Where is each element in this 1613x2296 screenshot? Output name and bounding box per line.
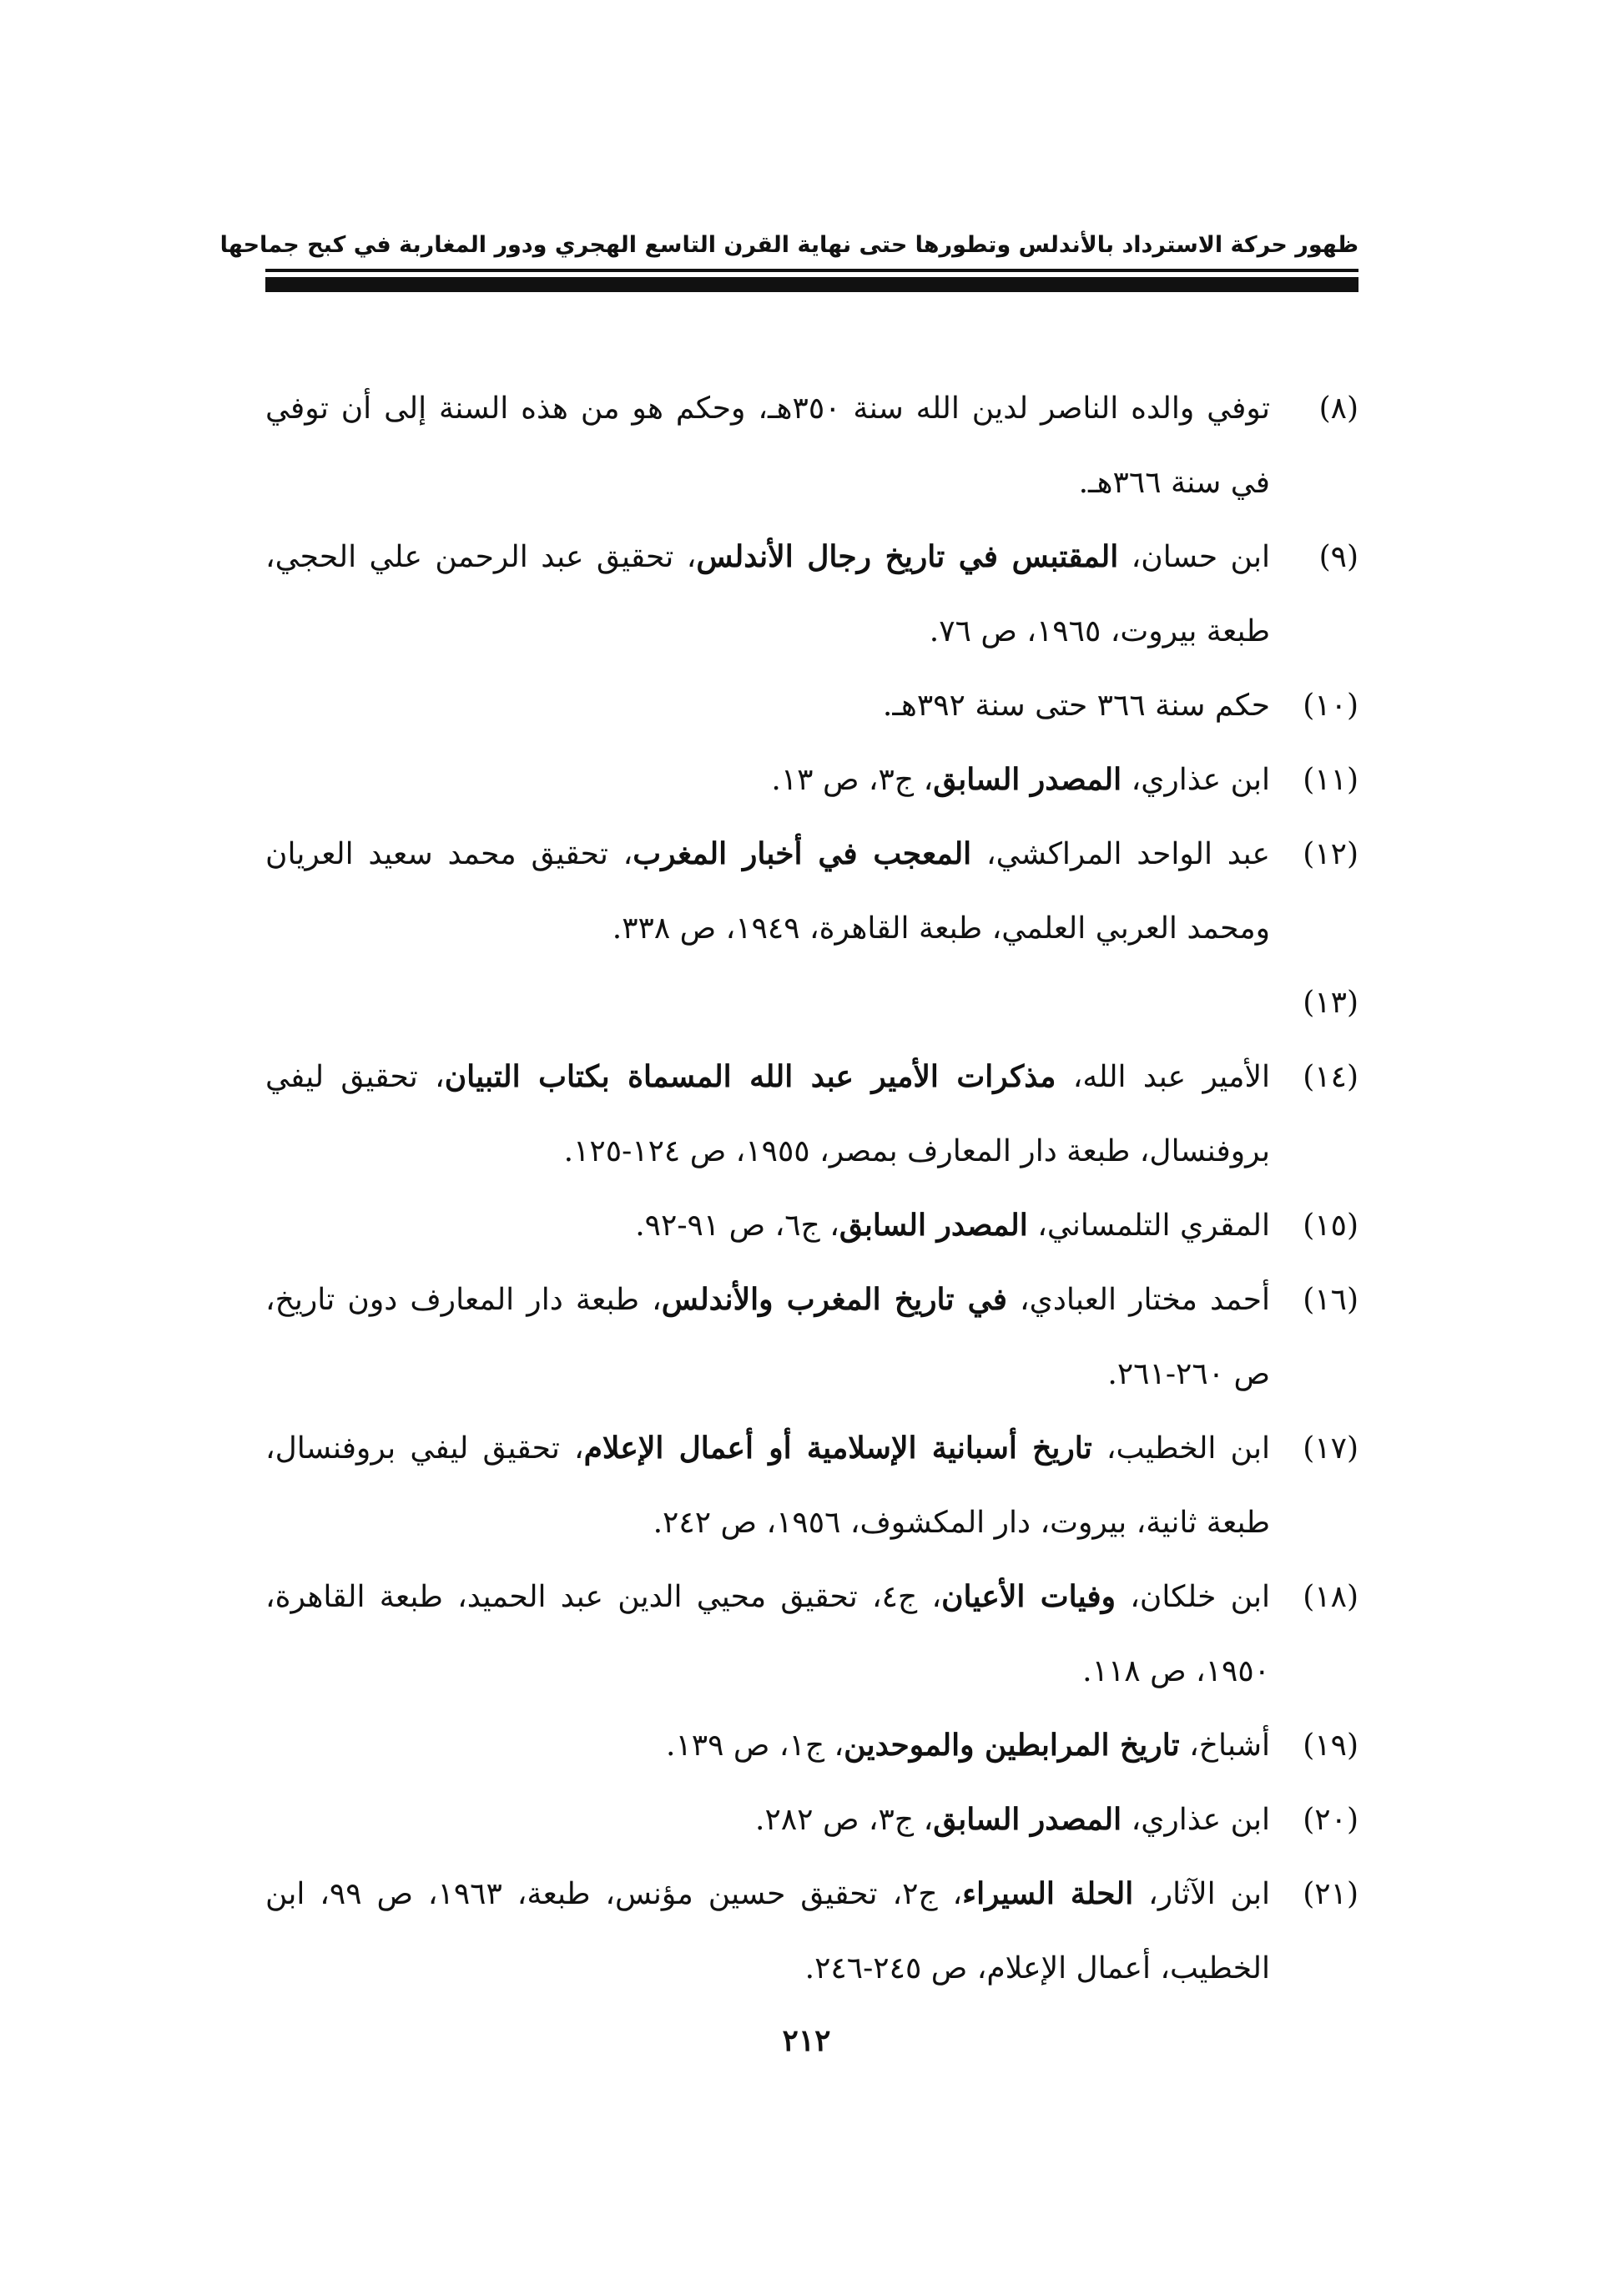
footnote-number: (١٩) [1303,1728,1358,1763]
footnote-book-title: المعجب في أخبار المغرب [633,836,972,871]
footnote-number: (١٣) [1303,986,1358,1020]
footnote-text: ابن حسان، [1118,540,1270,574]
footnote-18 [265,1560,1358,1708]
footnote-15 [265,1188,1358,1263]
footnote-11 [265,743,1358,817]
footnote-number: (٢٠) [1303,1803,1358,1837]
footnote-book-title: المقتبس في تاريخ رجال الأندلس [696,539,1119,574]
footnote-number: (١٢) [1303,837,1358,871]
header-rule-thick [265,277,1358,292]
footnote-text: ابن عذاري، [1122,763,1270,797]
footnote-book-title: المصدر السابق [839,1208,1028,1243]
footnote-number: (١٤) [1303,1060,1358,1094]
footnote-number: (١٦) [1303,1283,1358,1317]
footnote-text: عبد الواحد المراكشي، [971,837,1270,871]
footnotes-list [265,371,1358,2006]
footnote-text: ، ج٢، تحقيق حسين مؤنس، طبعة، ١٩٦٣، ص ٩٩، ابن الخطيب، أعمال الإعلام، ص ٢٤٥-٢٤٦. [265,1877,1270,1986]
footnote-number: (٢١) [1303,1877,1358,1911]
footnote-17 [265,1411,1358,1560]
footnote-number: (٨) [1318,391,1358,426]
footnote-text: ابن الآثار، [1133,1877,1270,1911]
footnote-book-title: الحلة السيراء [962,1876,1134,1911]
footnote-text: ، ج٤، تحقيق محيي الدين عبد الحميد، طبعة القاهرة، ١٩٥٠، ص ١١٨. [265,1580,1270,1688]
footnote-text: ، تحقيق عبد الرحمن علي الحجي، طبعة بيروت، ١٩٦٥، ص ٧٦. [265,540,1270,648]
footnote-13 [265,966,1358,1040]
footnote-book-title: تاريخ المرابطين والموحدين [844,1728,1180,1763]
footnote-book-title: وفيات الأعيان [941,1579,1116,1614]
footnote-text: ، ج٣، ص ٢٨٢. [755,1803,934,1837]
footnote-text: ، تحقيق محمد سعيد العريان ومحمد العربي العلمي، طبعة القاهرة، ١٩٤٩، ص ٣٣٨. [265,837,1270,946]
footnote-text: أشباخ، [1179,1728,1270,1763]
footnote-text: المقري التلمساني، [1027,1209,1270,1243]
footnote-8 [265,371,1358,520]
footnote-number: (١٠) [1303,689,1358,723]
footnote-text: ابن خلكان، [1116,1580,1271,1614]
footnote-number: (١٧) [1303,1431,1358,1466]
running-header: ظهور حركة الاسترداد بالأندلس وتطورها حتى نهاية القرن التاسع الهجري ودور المغاربة في كبح جماحها [219,232,1358,258]
footnote-number: (١٨) [1303,1580,1358,1614]
footnote-19 [265,1708,1358,1783]
footnote-9 [265,520,1358,669]
footnote-text: ، ج١، ص ١٣٩. [666,1728,844,1763]
footnote-text: ابن عذاري، [1122,1803,1270,1837]
footnote-text: ، طبعة دار المعارف دون تاريخ، ص ٢٦٠-٢٦١. [265,1283,1270,1391]
footnote-text: ، تحقيق ليفي بروفنسال، طبعة دار المعارف بمصر، ١٩٥٥، ص ١٢٤-١٢٥. [265,1060,1270,1168]
footnote-text: توفي والده الناصر لدين الله سنة ٣٥٠هـ، وحكم هو من هذه السنة إلى أن توفي في سنة ٣٦٦هـ. [265,391,1270,500]
footnote-text: ، ج٣، ص ١٣. [771,763,934,797]
footnote-text: ، تحقيق ليفي بروفنسال، طبعة ثانية، بيروت، دار المكشوف، ١٩٥٦، ص ٢٤٢. [265,1431,1270,1540]
footnote-book-title: تاريخ أسبانية الإسلامية أو أعمال الإعلام [583,1431,1092,1466]
footnote-book-title: المصدر السابق [933,1802,1122,1837]
footnote-number: (٩) [1318,540,1358,574]
footnote-12 [265,817,1358,966]
footnote-text: ابن الخطيب، [1091,1431,1270,1466]
footnote-book-title: في تاريخ المغرب والأندلس [661,1282,1007,1317]
footnote-21 [265,1857,1358,2006]
footnote-10 [265,669,1358,743]
footnote-20 [265,1783,1358,1857]
header-rule-thin [265,269,1358,272]
footnote-text: أحمد مختار العبادي، [1006,1283,1270,1317]
footnote-number: (١١) [1303,763,1358,797]
footnote-book-title: مذكرات الأمير عبد الله المسماة بكتاب التبيان [444,1059,1056,1094]
page-number: ٢١٢ [782,2023,831,2058]
footnote-text: ، ج٦، ص ٩١-٩٢. [635,1209,839,1243]
footnote-text: حكم سنة ٣٦٦ حتى سنة ٣٩٢هـ. [882,689,1270,723]
footnote-16 [265,1263,1358,1411]
footnote-number: (١٥) [1303,1209,1358,1243]
footnote-14 [265,1040,1358,1188]
footnote-text: الأمير عبد الله، [1056,1060,1270,1094]
footnote-book-title: المصدر السابق [933,762,1122,797]
